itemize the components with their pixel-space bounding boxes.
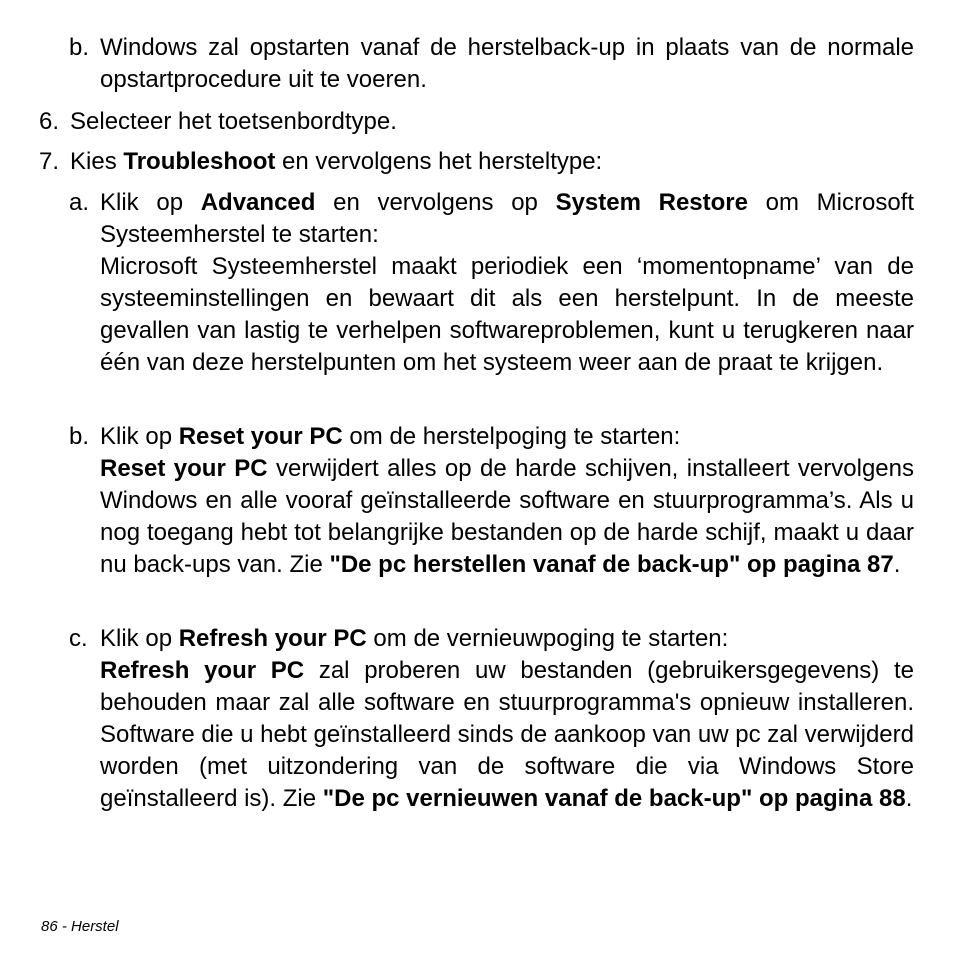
list-item-c-refresh-pc xyxy=(69,623,914,815)
list-marker: c. xyxy=(69,625,88,652)
list-marker: b. xyxy=(69,423,90,450)
list-item-step-7 xyxy=(39,146,914,178)
text-fragment: . xyxy=(905,785,913,812)
refresh-your-pc-term: Refresh your PC xyxy=(100,657,305,684)
list-item-text-post: en vervolgens het hersteltype: xyxy=(275,148,603,175)
list-item-step-6 xyxy=(39,106,914,138)
list-item-b-boot xyxy=(69,32,914,96)
text-fragment: en vervolgens op xyxy=(315,189,556,216)
list-marker: a. xyxy=(69,189,90,216)
reset-your-pc-term: Reset your PC xyxy=(100,455,268,482)
text-fragment: om de herstelpoging te starten: xyxy=(342,423,681,450)
text-fragment: Klik op xyxy=(100,625,179,652)
advanced-label: Advanced xyxy=(200,189,316,216)
list-marker: 6. xyxy=(39,108,60,135)
list-item-description: Microsoft Systeemherstel maakt periodiek een ‘momentopname’ van de systeeminstellingen en bewaart dit als een herstelpunt. In de meeste gevallen van lastig te verhelpen softwareproblemen, kunt u terugkeren naar één van deze herstelpunten om het systeem weer aan de praat te krijgen. xyxy=(100,253,914,376)
list-item-b-reset-pc xyxy=(69,421,914,581)
text-fragment: om de vernieuwpoging te starten: xyxy=(366,625,729,652)
list-item-description xyxy=(100,453,914,581)
refresh-your-pc-label: Refresh your PC xyxy=(178,625,367,652)
list-item-heading xyxy=(100,421,914,453)
text-fragment: zal proberen uw bestanden (gebruikersgegevens) te behouden maar zal alle software en stuurprogramma's opnieuw installeren. Software die u hebt geïnstalleerd sinds de aankoop van uw pc zal verwijderd worden (met uitzondering van de software die via Windows Store geïnstalleerd is). Zie xyxy=(100,657,914,812)
list-marker: b. xyxy=(69,34,90,61)
text-fragment: . xyxy=(893,551,901,578)
list-item-text: Selecteer het toetsenbordtype. xyxy=(70,108,397,135)
list-item-text: Windows zal opstarten vanaf de herstelback-up in plaats van de normale opstartprocedure uit te voeren. xyxy=(100,34,914,93)
page-footer: 86 - Herstel xyxy=(41,918,119,935)
text-fragment: om Microsoft Systeemherstel te starten: xyxy=(100,189,915,248)
list-item-heading xyxy=(100,187,914,251)
reset-your-pc-label: Reset your PC xyxy=(178,423,343,450)
cross-reference-link[interactable]: "De pc herstellen vanaf de back-up" op pagina 87 xyxy=(329,551,894,578)
list-item-text-pre: Kies xyxy=(70,148,124,175)
list-item-a-system-restore xyxy=(69,187,915,379)
text-fragment: Klik op xyxy=(100,423,179,450)
system-restore-label: System Restore xyxy=(555,189,748,216)
text-fragment: Klik op xyxy=(100,189,201,216)
cross-reference-link[interactable]: "De pc vernieuwen vanaf de back-up" op pagina 88 xyxy=(322,785,906,812)
list-item-description xyxy=(100,655,914,815)
text-fragment: verwijdert alles op de harde schijven, installeert vervolgens Windows en alle vooraf geïnstalleerde software en stuurprogramma’s. Als u nog toegang hebt tot belangrijke bestanden op de harde schijf, maakt u daar nu back-ups van. Zie xyxy=(100,455,914,578)
troubleshoot-label: Troubleshoot xyxy=(123,148,276,175)
list-item-heading xyxy=(100,623,914,655)
list-marker: 7. xyxy=(39,148,60,175)
